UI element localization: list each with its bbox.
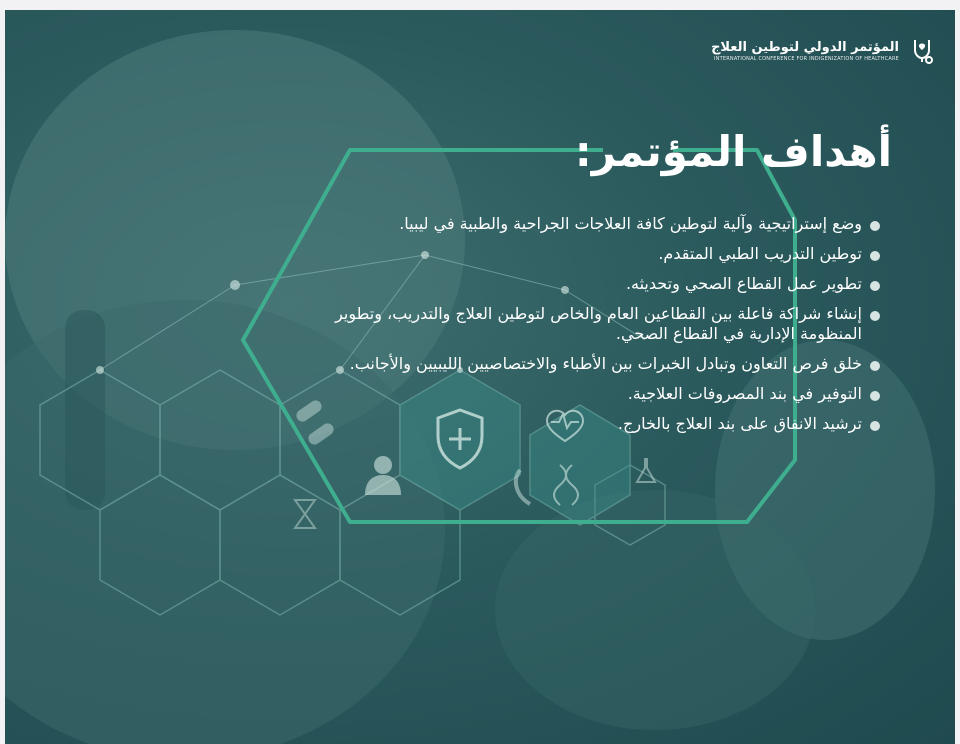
bullet-icon [870,311,880,321]
goal-item [320,414,880,434]
bullet-icon [870,421,880,431]
goal-text: توطين التدريب الطبي المتقدم. [658,244,862,263]
goal-text: وضع إستراتيجية وآلية لتوطين كافة العلاجات الجراحية والطبية في ليبيا. [399,214,862,233]
stethoscope-logo-icon [907,36,937,66]
goal-text: تطوير عمل القطاع الصحي وتحديثه. [625,274,862,293]
logo-arabic-name: المؤتمر الدولي لتوطين العلاج [711,39,899,55]
bullet-icon [870,391,880,401]
goal-item [320,214,880,234]
goal-item [320,244,880,264]
logo-english-name: INTERNATIONAL CONFERENCE FOR INDIGENIZATION OF HEALTHCARE [713,55,899,62]
bullet-icon [870,361,880,371]
page-title: أهداف المؤتمر: [574,127,892,176]
goal-item [320,354,880,374]
goals-list [320,214,880,444]
logo-text [711,40,899,63]
bullet-icon [870,251,880,261]
phone-icon [516,470,530,504]
goal-item [320,384,880,404]
goal-item [320,274,880,294]
goal-text: خلق فرص التعاون وتبادل الخبرات بين الأطباء والاختصاصيين الليبيين والأجانب. [349,354,862,373]
bullet-icon [870,281,880,291]
conference-logo [711,36,937,66]
goal-text: التوفير في بند المصروفات العلاجية. [627,384,862,403]
goal-text: إنشاء شراكة فاعلة بين القطاعين العام والخاص لتوطين العلاج والتدريب، وتطوير المنظومة الإدارية في القطاع الصحي. [335,304,862,343]
bullet-icon [870,221,880,231]
goal-item [320,304,880,344]
poster [5,10,955,744]
goal-text: ترشيد الانفاق على بند العلاج بالخارج. [617,414,862,433]
